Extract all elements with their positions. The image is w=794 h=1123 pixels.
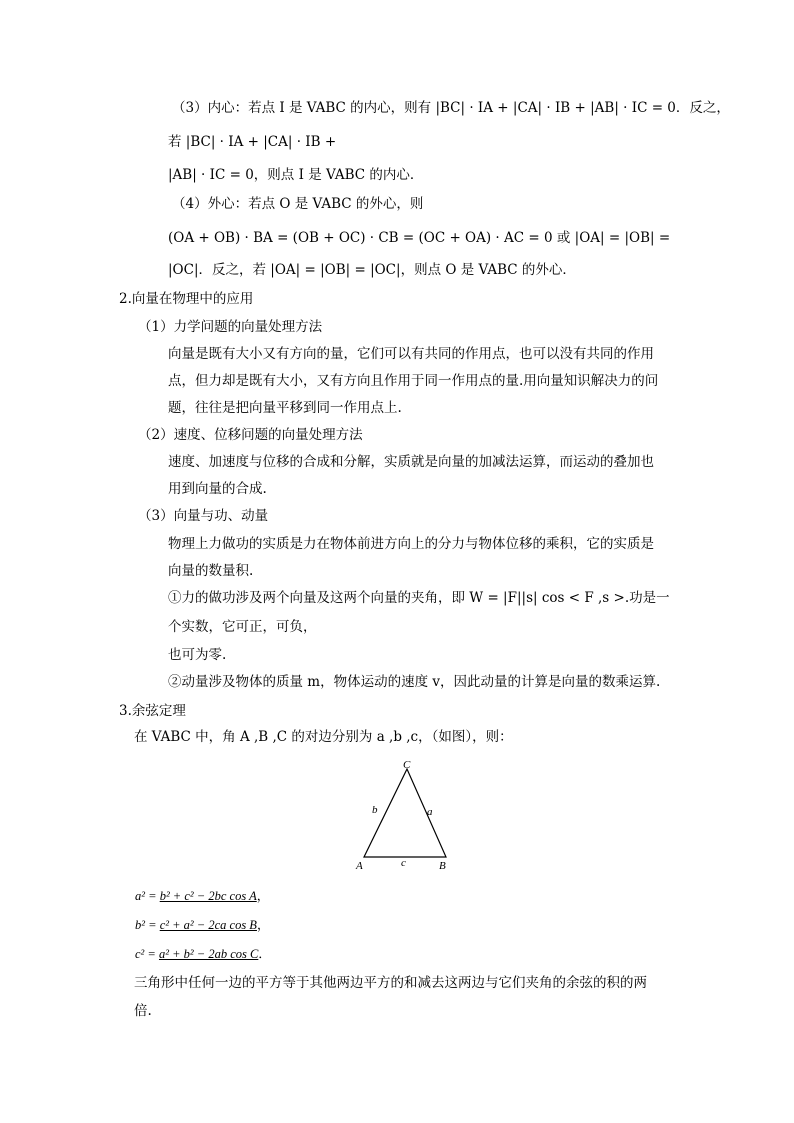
eq2-rhs: c² + a² − 2ca cos B (159, 918, 257, 932)
section-2-1-line-1: 向量是既有大小又有方向的量，它们可以有共同的作用点，也可以没有共同的作用 (168, 346, 654, 362)
section-2-2-title: （2）速度、位移问题的向量处理方法 (138, 427, 363, 443)
vertex-c-label: C (403, 759, 411, 771)
section-2-2-line-1: 速度、加速度与位移的合成和分解，实质就是向量的加减法运算，而运动的叠加也 (168, 454, 654, 470)
side-c-label: c (401, 857, 406, 869)
eq3-lhs: c² = (135, 947, 159, 961)
vertex-b-label: B (439, 860, 446, 872)
eq1-rhs: b² + c² − 2bc cos A (159, 889, 257, 903)
side-b-label: b (372, 804, 378, 816)
eq2-lhs: b² = (135, 918, 160, 932)
section-2-1-line-3: 题，往往是把向量平移到同一作用点上. (168, 400, 402, 416)
circumcenter-line-1: （4）外心：若点 O 是 VABC 的外心，则 (172, 196, 424, 212)
section-2-3-line-2: 向量的数量积. (168, 563, 254, 579)
section-2-3-line-1: 物理上力做功的实质是力在物体前进方向上的分力与物体位移的乘积，它的实质是 (168, 536, 654, 552)
eq3-rhs: a² + b² − 2ab cos C (158, 947, 259, 961)
cosine-law-b (135, 915, 269, 933)
eq2-end: ， (256, 918, 270, 932)
section-2-1-line-2: 点，但力却是既有大小，又有方向且作用于同一作用点的量.用向量知识解决力的问 (168, 373, 659, 389)
section-3-intro: 在 VABC 中，角 A ,B ,C 的对边分别为 a ,b ,c，（如图），则： (134, 729, 513, 745)
section-2-2-line-2: 用到向量的合成. (168, 481, 267, 497)
incenter-line-2: 若 |BC| · IA + |CA| · IB + (168, 134, 337, 150)
side-a-label: a (427, 806, 433, 818)
triangle-figure (350, 755, 470, 875)
circumcenter-line-2: (OA + OB) · BA = (OB + OC) · CB = (OC + OA) · AC = 0 或 |OA| = |OB| = (168, 230, 671, 246)
section-2-3-line-6: ②动量涉及物体的质量 m，物体运动的速度 v，因此动量的计算是向量的数乘运算. (168, 674, 661, 690)
section-2-3-line-4: 个实数，它可正，可负， (168, 619, 317, 635)
cosine-law-a (135, 886, 269, 904)
summary-line-2: 倍. (134, 1003, 152, 1019)
section-2-3-line-5: 也可为零. (168, 647, 227, 663)
circumcenter-line-3: |OC|．反之，若 |OA| = |OB| = |OC|，则点 O 是 VABC 的外心． (168, 262, 576, 278)
vertex-a-label: A (356, 860, 363, 872)
incenter-line-3: |AB| · IC = 0，则点 I 是 VABC 的内心． (168, 167, 424, 183)
section-2-3-title: （3）向量与功、动量 (138, 508, 269, 524)
eq1-lhs: a² = (135, 889, 160, 903)
eq1-end: ， (256, 889, 270, 903)
section-3-title: 3.余弦定理 (119, 703, 186, 719)
incenter-line-1: （3）内心：若点 I 是 VABC 的内心，则有 |BC| · IA + |CA| · IB + |AB| · IC = 0．反之， (172, 100, 730, 116)
section-2-3-line-3: ①力的做功涉及两个向量及这两个向量的夹角，即 W = |F||s| cos < F ,s >.功是一 (168, 590, 670, 606)
section-2-title: 2.向量在物理中的应用 (119, 291, 254, 307)
eq3-end: ． (258, 947, 271, 961)
cosine-law-c (135, 944, 271, 962)
summary-line-1: 三角形中任何一边的平方等于其他两边平方的和减去这两边与它们夹角的余弦的积的两 (134, 975, 647, 991)
section-2-1-title: （1）力学问题的向量处理方法 (138, 319, 323, 335)
